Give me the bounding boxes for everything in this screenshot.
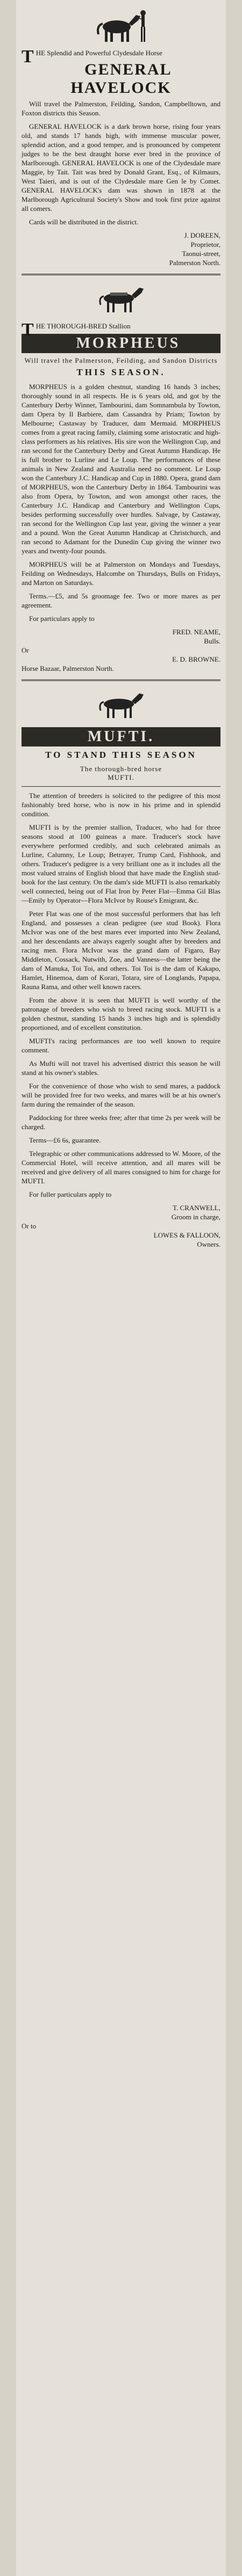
ad-title: GENERAL HAVELOCK bbox=[70, 61, 172, 97]
body-text: Telegraphic or other communications addressed to W. Moore, of the Commercial Hotel, will receive attention, and all mares will be received and give delivery of all mares consigned to him for charge for MUFTI. bbox=[22, 1150, 220, 1185]
schedule-text: MORPHEUS will be at Palmerston on Mondays and Tuesdays, Feilding on Wednesdays, Halcombe on Thursdays, Bulls on Fridays, and Marton on Saturdays. bbox=[22, 560, 220, 587]
ad-title: MUFTI. bbox=[22, 727, 220, 747]
body-text: From the above it is seen that MUFTI is well worthy of the patronage of breeders who wish to breed racing stock. MUFTI is a golden chestnut, standing 15 hands 3 inches high and is splendidly proportioned, and of excellent constitution. bbox=[22, 996, 220, 1031]
agent-place: Horse Bazaar, Palmerston North. bbox=[22, 664, 114, 672]
apply-text: For fuller particulars apply to bbox=[29, 1190, 112, 1198]
subtitle: The thorough-bred horse bbox=[80, 765, 162, 773]
dropcap: T bbox=[22, 320, 34, 340]
body-text: MUFTI's racing performances are too well known to require comment. bbox=[22, 1037, 220, 1054]
dropcap: T bbox=[22, 47, 34, 67]
owner-role: Proprietor, bbox=[190, 240, 220, 248]
owners-role: Owners. bbox=[197, 1240, 220, 1248]
agent-name: FRED. NEAME, bbox=[172, 628, 220, 636]
ad-mufti bbox=[22, 686, 220, 1249]
ad-title: MORPHEUS bbox=[22, 334, 220, 353]
owner-name: J. DOREEN, bbox=[184, 231, 220, 239]
route-text: Will travel the Palmerston, Feilding, and Sandon Districts bbox=[24, 356, 218, 364]
newspaper-column bbox=[16, 0, 226, 2576]
owners-name: LOWES & FALLOON, bbox=[153, 1231, 220, 1239]
ad-general-havelock bbox=[22, 8, 220, 267]
horse-name: MUFTI. bbox=[108, 773, 134, 781]
season-heading: THIS SEASON. bbox=[76, 367, 166, 377]
body-text: Peter Flat was one of the most successful performers that has left England, and possesses a clean pedigree (see stud Book). Flora McIvor was one of the best mares ever imported into New Zealand, and her descendants are always eagerly sought after by breeders and racing men. Flora McIvor was the grand dam of Figaro, Bay Middleton, Cossack, Nutwith, Zoe, and Vanness—the latter being the dam of Manuka, Toi Toi, and others. Toi Toi is the dam of Kakapo, Hamlet, Hinemoa, dam of Korari, Totara, sire of Longlands, Papapa, Rauna Rama, and other well known racers. bbox=[22, 910, 220, 991]
cards-notice: Cards will be distributed in the district. bbox=[29, 218, 139, 226]
racehorse-icon bbox=[89, 281, 153, 318]
route-text: Will travel the Palmerston, Feilding, Sandon, Campbelltown, and Foxton districts this Season. bbox=[22, 100, 220, 117]
divider bbox=[22, 786, 220, 787]
groom-name: T. CRANWELL, bbox=[173, 1204, 220, 1212]
draught-horse-icon bbox=[89, 8, 153, 45]
apply-text: For particulars apply to bbox=[29, 614, 95, 623]
or-text: Or bbox=[22, 646, 29, 654]
ad-intro: HE THOROUGH-BRED Stallion bbox=[35, 322, 131, 330]
season-heading: TO STAND THIS SEASON bbox=[45, 750, 197, 760]
pedigree-text: MORPHEUS is a golden chestnut, standing 16 hands 3 inches; thoroughly sound in all respects. He is 6 years old, and got by the Canterbury Derby Winner, Tambourini, dam Somnambula by Towton, dam Opera by Il Barbiere, dam Cassandra by Priam; Towton by Melbourne; Castaway by Traducer, dam Mermaid. MORPHEUS comes from a great racing family, claiming some aristocratic and high-class performers as his relatives. His sire won the Wellington Cup, and ran second for the Canterbury Derby and Great Autumn Handicap. He is full brother to Lurline and Le Loup. The performances of these animals in New Zealand and Australia need no comment. Le Loup won the Canterbury J.C. Handicap and Cup in 1880. Opera, grand dam of MORPHEUS, won the Canterbury Derby in 1864. Tambourini was also from Opera, by Towton, and won amongst other races, the Canterbury J.C. Handicap and Canterbury and Wellington Cups, besides performing successfully over hurdles. Salvage, by Castaway, ran second for the Wellington Cup last year, giving the winner a year and a pound. Won the Great Autumn Handicap at Christchurch, and ran second to Adamant for the Dunedin Cup giving the winner two years and twenty-four pounds. bbox=[22, 383, 220, 555]
body-text: The attention of breeders is solicited to the pedigree of this most fashionably bred horse, who is now in his prime and in splendid condition. bbox=[22, 792, 220, 818]
stallion-icon bbox=[89, 686, 153, 724]
divider bbox=[22, 274, 220, 275]
groom-role: Groom in charge, bbox=[171, 1213, 220, 1221]
divider bbox=[22, 679, 220, 681]
ad-morpheus bbox=[22, 281, 220, 673]
owner-town: Palmerston North. bbox=[169, 259, 220, 267]
agent-name: E. D. BROWNE. bbox=[172, 655, 220, 663]
ad-intro: HE Splendid and Powerful Clydesdale Horse bbox=[35, 49, 162, 57]
terms-text: Terms—£6 6s, guarantee. bbox=[29, 1136, 101, 1144]
body-text: As Mufti will not travel his advertised district this season he will stand at his owner's stables. bbox=[22, 1059, 220, 1077]
body-text: GENERAL HAVELOCK is a dark brown horse, rising four years old, and stands 17 hands high, with immense muscular power, splendid action, and a good temper, and is pronounced by competent judges to be the best draught horse ever bred in the province of Marlborough. GENERAL HAVELOCK is one of the Clydesdale mare Maggie, by Tait. Tait was bred by Donald Grant, Esq., of Kilmaurs, West Taieri, and is out of the Clydesdale mare Gen le by Comet. GENERAL HAVELOCK's dam was shown in 1878 at the Marlborough Agricultural Society's Show and took first prize against all comers. bbox=[22, 122, 220, 213]
body-text: For the convenience of those who wish to send mares, a paddock will be provided free for two weeks, and mares will be at his owner's farm during the remainder of the season. bbox=[22, 1082, 220, 1108]
body-text: MUFTI is by the premier stallion, Traducer, who had for three seasons stood at 100 guineas a mare. Traducer's stock have everywhere performed credibly, and such celebrated animals as Lurline, Calumny, Le Loup; Betrayer, Trump Card, Fishhook, and others. Traducer's pedigree is a very brilliant one as it includes all the most valued strains of English blood that have made the English stud-book for the last century. On the dam's side MUFTI is also remarkably well connected, being out of Flat Iron by Peter Flat—Emma Gil Blas—Emily by Operator—Flora McIvor by Rouse's Emigrant, &c. bbox=[22, 823, 220, 904]
agent-place: Bulls. bbox=[204, 637, 220, 645]
body-text: Paddocking for three weeks free; after that time 2s per week will be charged. bbox=[22, 1114, 220, 1131]
terms-text: Terms.—£5, and 5s groomage fee. Two or more mares as per agreement. bbox=[22, 592, 220, 609]
owner-address: Taonui-street, bbox=[182, 250, 220, 258]
or-text: Or to bbox=[22, 1222, 37, 1230]
